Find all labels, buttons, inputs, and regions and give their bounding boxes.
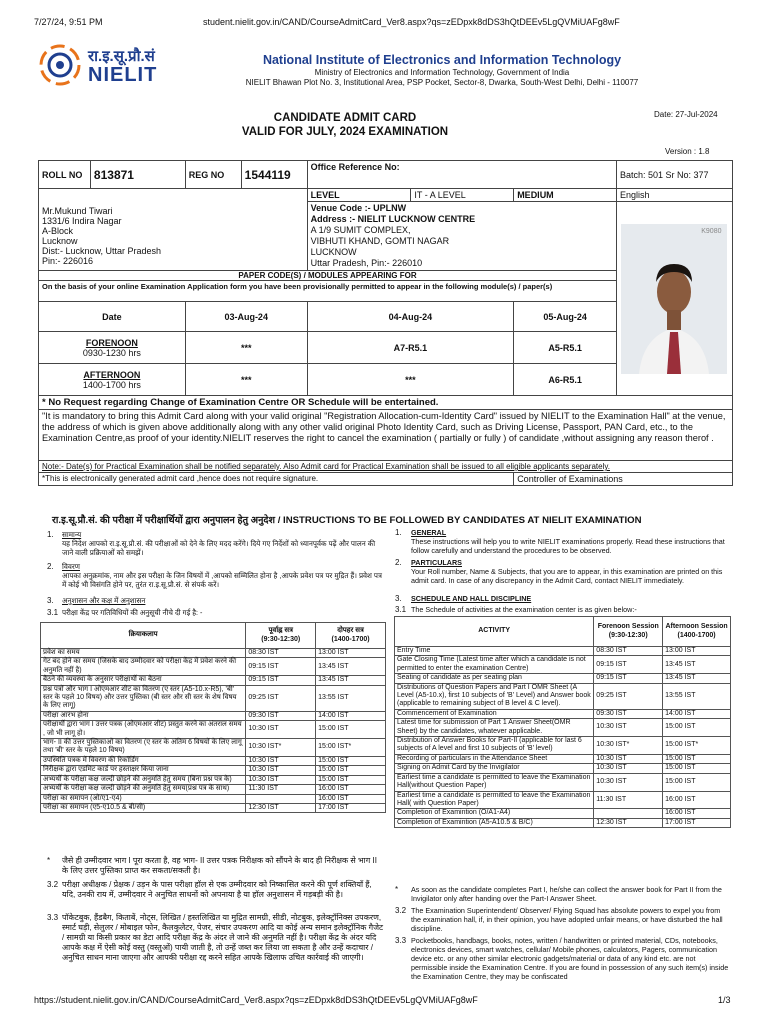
e1-title: GENERAL — [411, 528, 447, 537]
venue-line: VIBHUTI KHAND, GOMTI NAGAR — [310, 236, 450, 246]
hindi-afternoon-cell: 16:00 IST — [316, 785, 386, 794]
hindi-forenoon-cell: 10:30 IST — [246, 766, 316, 775]
afternoon-paper-3: A6-R5.1 — [514, 364, 617, 396]
candidate-address-line: Dist:- Lucknow, Uttar Pradesh — [42, 246, 162, 256]
hindi-activity-cell: निरीक्षक द्वारा एडमिट कार्ड पर हस्ताक्षर किया जाना — [41, 766, 246, 775]
english-afternoon-cell: 15:00 IST — [663, 754, 731, 763]
english-forenoon-cell: 10:30 IST — [594, 773, 663, 791]
english-star: * — [395, 885, 399, 894]
venue-line: LUCKNOW — [310, 247, 357, 257]
hindi-afternoon-cell: 15:00 IST* — [316, 739, 386, 757]
hindi-afternoon-header: दोपहर सत्र (1400-1700) — [316, 623, 386, 649]
office-reference: Office Reference No: — [307, 161, 616, 189]
table-row — [395, 719, 731, 737]
english-afternoon-cell: 15:00 IST — [663, 764, 731, 773]
table-row — [395, 683, 731, 709]
hindi-forenoon-cell: 08:30 IST — [246, 649, 316, 658]
table-row — [395, 809, 731, 818]
hindi-activity-cell: प्रश्न पत्रों और भाग I ओएमआर शीट का वितरण (ए स्तर (A5-10.x-R5), 'बी' स्तर के पहले 10 विषय) और उत्तर पुस्तिका (बी स्तर और सी स्तर के शेष विषय के लिए लागू) — [41, 685, 246, 711]
table-row — [395, 647, 731, 656]
controller-label: Controller of Examinations — [514, 473, 733, 486]
hindi-activity-cell: उपस्थिति पत्रक में विवरण की रिकॉर्डिंग — [41, 756, 246, 765]
h3-num: 3. — [47, 596, 54, 605]
e31-num: 3.1 — [395, 605, 407, 614]
english-afternoon-cell: 16:00 IST — [663, 791, 731, 809]
hindi-activity-cell: परीक्षा का समापन (ए5-ए10.5 & बी/सी) — [41, 803, 246, 812]
english-afternoon-cell: 15:00 IST — [663, 719, 731, 737]
table-row — [395, 737, 731, 755]
english-forenoon-cell: 11:30 IST — [594, 791, 663, 809]
hindi-forenoon-cell: 10:30 IST — [246, 775, 316, 784]
hindi-activity-cell: परीक्षा का समापन (ओ/ए1-ए4) — [41, 794, 246, 803]
h2-section — [62, 562, 382, 589]
e3-title: SCHEDULE AND HALL DISCIPLINE — [411, 594, 532, 603]
english-activity-cell: Distribution of Answer Books for Part-II (applicable for last 6 subjects of A level and first 10 subjects of 'B' level) — [395, 737, 594, 755]
batch-info: Batch: 501 Sr No: 377 — [616, 161, 732, 189]
table-row — [41, 676, 386, 685]
english-afternoon-header: Afternoon Session (1400-1700) — [663, 617, 731, 647]
english-forenoon-cell — [594, 809, 663, 818]
hindi-afternoon-cell: 13:45 IST — [316, 676, 386, 685]
table-row — [395, 791, 731, 809]
english-activity-cell: Entry Time — [395, 647, 594, 656]
instructions-heading: रा.इ.सू.प्रौ.सं. की परीक्षा में परीक्षार्थियों द्वारा अनुपालन हेतु अनुदेश / INSTRUCTIONS TO BE FOLLOWED BY CANDIDATES AT NIELIT EXAMINATION — [52, 515, 642, 526]
logo-nielit-text: NIELIT — [88, 64, 158, 86]
roll-no-value: 813871 — [90, 161, 185, 189]
table-row — [41, 685, 386, 711]
hindi-activity-cell: प्रवेश का समय — [41, 649, 246, 658]
logo-hindi-text: रा.इ.सू.प्रौ.सं — [88, 48, 155, 65]
h33-num: 3.3 — [47, 913, 59, 922]
english-forenoon-cell: 09:15 IST — [594, 656, 663, 674]
hindi-afternoon-cell: 14:00 IST — [316, 711, 386, 720]
print-url-footer: https://student.nielit.gov.in/CAND/CourseAdmitCard_Ver8.aspx?qs=zEDpxk8dDS3hQtDEEv5LgQVMiUAFg8wF — [34, 995, 478, 1005]
forenoon-label: FORENOON — [85, 337, 138, 348]
english-activity-cell: Gate Closing Time (Latest time after which a candidate is not permitted to enter the examination Centre) — [395, 656, 594, 674]
hindi-forenoon-header: पूर्वाह्न सत्र (9:30-12:30) — [246, 623, 316, 649]
english-forenoon-cell: 10:30 IST — [594, 719, 663, 737]
paper-codes-header: PAPER CODE(S) / MODULES APPEARING FOR — [39, 271, 617, 281]
table-row — [41, 711, 386, 720]
candidate-address-line: 1331/6 Indira Nagar — [42, 216, 122, 226]
card-title: CANDIDATE ADMIT CARD — [273, 112, 417, 124]
table-row — [41, 775, 386, 784]
english-afternoon-cell: 17:00 IST — [663, 818, 731, 827]
e2-section — [411, 558, 731, 585]
h1-title: सामान्य — [62, 530, 82, 539]
table-row — [395, 754, 731, 763]
card-version: Version : 1.8 — [665, 147, 710, 156]
hindi-star: * — [47, 856, 51, 865]
print-datetime: 7/27/24, 9:51 PM — [34, 17, 103, 27]
h2-title: विवरण — [62, 562, 80, 571]
english-afternoon-cell: 13:55 IST — [663, 683, 731, 709]
table-row — [41, 739, 386, 757]
table-row — [41, 721, 386, 739]
hindi-afternoon-cell: 13:00 IST — [316, 649, 386, 658]
table-row — [41, 794, 386, 803]
e2-title: PARTICULARS — [411, 558, 462, 567]
table-row — [395, 764, 731, 773]
h31-text: परीक्षा केंद्र पर गतिविधियों की अनुसूची नीचे दी गई है: - — [62, 608, 203, 617]
english-schedule-table — [394, 616, 731, 828]
e2-text: Your Roll number, Name & Subjects, that you are to appear, in this examination are printed on this admit card. In case of any discrepancy in the Admit Card, contact NIELIT immediately. — [411, 567, 723, 585]
hindi-forenoon-cell: 09:15 IST — [246, 676, 316, 685]
card-subtitle: VALID FOR JULY, 2024 EXAMINATION — [241, 126, 449, 138]
e1-section — [411, 528, 731, 555]
ministry-name: Ministry of Electronics and Information Technology, Government of India — [314, 68, 570, 77]
afternoon-label: AFTERNOON — [83, 369, 141, 380]
table-row — [41, 658, 386, 676]
forenoon-paper-2: A7-R5.1 — [307, 332, 514, 364]
afternoon-paper-2: *** — [307, 364, 514, 396]
date-column-header: Date — [39, 302, 186, 332]
org-name: National Institute of Electronics and Information Technology — [262, 53, 622, 67]
hindi-activity-cell: गेट बंद होने का समय (जिसके बाद उम्मीदवार को परीक्षा केंद्र में प्रवेश करने की अनुमति नहीं है) — [41, 658, 246, 676]
medium-label: MEDIUM — [514, 189, 617, 202]
h31-num: 3.1 — [47, 608, 59, 617]
english-afternoon-cell: 13:00 IST — [663, 647, 731, 656]
e1-text: These instructions will help you to write NIELIT examinations properly. Read these instructions that follow carefully and understand the procedures to be observed. — [411, 537, 725, 555]
table-row — [41, 756, 386, 765]
english-activity-cell: Commencement of Examination — [395, 709, 594, 718]
table-row — [395, 773, 731, 791]
reg-no-label: REG NO — [185, 161, 241, 189]
hindi-activity-cell: परीक्षा आरंभ होना — [41, 711, 246, 720]
roll-no-label: ROLL NO — [39, 161, 91, 189]
venue-details — [307, 202, 616, 271]
english-afternoon-cell: 15:00 IST* — [663, 737, 731, 755]
english-activity-cell: Seating of candidate as per seating plan — [395, 674, 594, 683]
candidate-photo — [621, 224, 727, 374]
candidate-address-line: Pin:- 226016 — [42, 256, 94, 266]
print-url: student.nielit.gov.in/CAND/CourseAdmitCard_Ver8.aspx?qs=zEDpxk8dDS3hQtDEEv5LgQVMiUAFg8wF — [203, 17, 620, 27]
english-activity-header: ACTIVITY — [395, 617, 594, 647]
hindi-forenoon-cell: 10:30 IST* — [246, 739, 316, 757]
english-activity-cell: Latest time for submission of Part 1 Answer Sheet(OMR Sheet) by the candidates, whatever applicable. — [395, 719, 594, 737]
forenoon-session — [39, 332, 186, 364]
candidate-address — [39, 189, 308, 271]
hindi-activity-cell: भाग- II की उत्तर पुस्तिकाओं का वितरण (ए स्तर के अंतिम 6 विषयों के लिए लागू तथा 'बी' स्तर के पहले 10 विषय) — [41, 739, 246, 757]
h-star-text: जैसे ही उम्मीदवार भाग I पूरा करता है, वह भाग- II उत्तर पत्रक निरीक्षक को सौंपने के बाद ही निरीक्षक से भाग II के लिए उत्तर पुस्तिका प्राप्त कर सकता/सकती है। — [62, 856, 377, 875]
provisional-note: On the basis of your online Examination Application form you have been provisionally permitted to appear in the following module(s) / paper(s) — [39, 281, 617, 302]
h1-num: 1. — [47, 530, 54, 539]
english-forenoon-cell: 10:30 IST — [594, 764, 663, 773]
org-address: NIELIT Bhawan Plot No. 3, Institutional Area, PSP Pocket, Sector-8, Dwarka, South-West Delhi, Delhi - 110077 — [245, 78, 639, 87]
e31-text: The Schedule of activities at the examination center is as given below:- — [411, 605, 637, 614]
h33-text: पॉकेटबुक, हैंडबैग, किताबें, नोट्स, लिखित / हस्तलिखित या मुद्रित सामग्री, सीडी, नोटबुक, इलेक्ट्रॉनिक्स उपकरण, स्मार्ट घड़ी, सेलुलर / मोबाइल फोन, कैलकुलेटर, पेजर, संचार उपकरण आदि या कोई अन्य समान इलेक्ट्रॉनिक गैजेट / सामग्री या किसी प्रकार का डेटा आदि परीक्षा केंद्र के अंदर ले जाने की अनुमति नहीं है। परीक्षा केंद्र के अंदर यदि आपके कक्ष में ऐसी कोई वस्तु (वस्तुओं) पायी जाती है, तो उन्हें जब्त कर लिया जा सकता है और उन्हें कदाचार / अनुचित साधन माना जाएगा और आपकी परीक्षा रद्द करने सहित आपके खिलाफ उचित कार्रवाई की जाएगी। — [62, 913, 384, 962]
english-forenoon-cell: 09:30 IST — [594, 709, 663, 718]
e-star-text: As soon as the candidate completes Part I, he/she can collect the answer book for Part II from the Invigilator only after handing over the Part-I Answer Sheet. — [411, 885, 722, 903]
hindi-afternoon-cell: 15:00 IST — [316, 721, 386, 739]
hindi-schedule-table — [40, 622, 386, 813]
reg-no-value: 1544119 — [241, 161, 307, 189]
level-value: IT - A LEVEL — [411, 189, 514, 202]
hindi-forenoon-cell: 10:30 IST — [246, 721, 316, 739]
hindi-afternoon-cell: 13:45 IST — [316, 658, 386, 676]
candidate-address-line: A-Block — [42, 226, 74, 236]
electronic-note: *This is electronically generated admit card ,hence does not require signature. — [39, 473, 514, 486]
english-activity-cell: Signing on Admit Card by the Invigilator — [395, 764, 594, 773]
english-forenoon-cell: 10:30 IST — [594, 754, 663, 763]
exam-date-3: 05-Aug-24 — [514, 302, 617, 332]
hindi-forenoon-cell: 09:25 IST — [246, 685, 316, 711]
h32-num: 3.2 — [47, 880, 59, 889]
table-row — [41, 803, 386, 812]
exam-date-2: 04-Aug-24 — [307, 302, 514, 332]
h1-section — [62, 530, 382, 557]
mandatory-note: "It is mandatory to bring this Admit Card along with your valid original "Registration Allocation-cum-Identity Card" issued by NIELIT to the Examination Hall" at the venue, the address of which is given above additionally along with any other valid original Photo Identity Card, such as Driving License, Passport, PAN Card, etc., to the Examination Centre,as proof of your identity.NIELIT reserves the right to cancel the examination ( partially or fully ) of candidate ,without assigning any reason therof . — [39, 410, 733, 461]
candidate-name: Mr.Mukund Tiwari — [42, 206, 113, 216]
e32-num: 3.2 — [395, 906, 407, 915]
medium-value: English — [616, 189, 732, 202]
english-forenoon-cell: 09:15 IST — [594, 674, 663, 683]
forenoon-paper-3: A5-R5.1 — [514, 332, 617, 364]
admit-card-table — [38, 160, 733, 486]
e3-num: 3. — [395, 594, 402, 603]
card-date: Date: 27-Jul-2024 — [654, 110, 718, 119]
hindi-forenoon-cell: 09:15 IST — [246, 658, 316, 676]
hindi-activity-cell: अभ्यर्थी के परीक्षा कक्ष जल्दी छोड़ने की अनुमति हेतु समय(प्रश्न पत्र के साथ) — [41, 785, 246, 794]
h2-text: आपका अनुक्रमांक, नाम और इस परीक्षा के जिन विषयों में ,आपको सम्मिलित होना है ,आपके प्रवेश पत्र पर मुद्रित हैं। प्रवेश पत्र में कोई भी विसंगति होने पर, तुरंत रा.इ.सू.प्रौ.सं. से संपर्क करें। — [62, 571, 382, 589]
e33-num: 3.3 — [395, 936, 407, 945]
hindi-forenoon-cell: 09:30 IST — [246, 711, 316, 720]
hindi-afternoon-cell: 13:55 IST — [316, 685, 386, 711]
hindi-activity-cell: परीक्षार्थी द्वारा भाग I उत्तर पत्रक (ओएमआर शीट) प्रस्तुत करने का अंतराल समय , जो भी लागू हो। — [41, 721, 246, 739]
e33-text: Pocketbooks, handbags, books, notes, written / handwritten or printed material, CDs, notebooks, electronics devices, smart watches, cellular/ Mobile phones, calculators, Pagers, communication device etc. or any other similar electronic gadgets/material or data of any kind etc. are not permissible inside the Examination Centre. If you are found in possession of any such item(s) inside the Examination Centre, they may be confiscated — [411, 936, 729, 981]
e32-text: The Examination Superintendent/ Observer/ Flying Squad has absolute powers to expel you from the examination hall, if, in their opinion, you have adopted unfair means, or have disturbed the hall discipline. — [411, 906, 723, 933]
afternoon-time: 1400-1700 hrs — [82, 379, 141, 390]
hindi-afternoon-cell: 17:00 IST — [316, 803, 386, 812]
hindi-forenoon-cell: 10:30 IST — [246, 756, 316, 765]
h3-title: अनुशासन और कक्ष में अनुशासन — [62, 596, 146, 605]
english-afternoon-cell: 13:45 IST — [663, 674, 731, 683]
table-row — [395, 709, 731, 718]
english-forenoon-cell: 10:30 IST* — [594, 737, 663, 755]
h2-num: 2. — [47, 562, 54, 571]
afternoon-session — [39, 364, 186, 396]
english-activity-cell: Recording of particulars in the Attendance Sheet — [395, 754, 594, 763]
table-row — [395, 818, 731, 827]
no-request-note: * No Request regarding Change of Examination Centre OR Schedule will be entertained. — [39, 396, 733, 410]
english-activity-cell: Completion of Examintion (A5-A10.5 & B/C) — [395, 818, 594, 827]
hindi-forenoon-cell — [246, 794, 316, 803]
table-row — [41, 649, 386, 658]
venue-address: Address :- NIELIT LUCKNOW CENTRE — [310, 214, 476, 224]
english-afternoon-cell: 15:00 IST — [663, 773, 731, 791]
table-row — [41, 766, 386, 775]
e1-num: 1. — [395, 528, 402, 537]
venue-code: Venue Code :- UPLNW — [310, 203, 407, 213]
english-afternoon-cell: 14:00 IST — [663, 709, 731, 718]
forenoon-time: 0930-1230 hrs — [82, 347, 141, 358]
table-row — [395, 674, 731, 683]
print-page-number: 1/3 — [718, 995, 731, 1005]
english-activity-cell: Distributions of Question Papers and Part I OMR Sheet (A Level (A5-10.x), first 10 subjects of 'B' Level) and Answer book (applicable to remaining subject of B level & C level). — [395, 683, 594, 709]
hindi-activity-header: क्रियाकलाप — [41, 623, 246, 649]
hindi-activity-cell: अभ्यर्थी के परीक्षा कक्ष जल्दी छोड़ने की अनुमति हेतु समय (बिना प्रश्न पत्र के) — [41, 775, 246, 784]
table-row — [395, 656, 731, 674]
photo-cell — [616, 202, 732, 396]
hindi-activity-cell: बैठने की व्यवस्था के अनुसार परीक्षार्थी का बैठना — [41, 676, 246, 685]
hindi-forenoon-cell: 11:30 IST — [246, 785, 316, 794]
practical-note: Note:- Date(s) for Practical Examination shall be notified separately. Also Admit card for Practical Examination shall be issued to all eligible applicants separately. — [39, 461, 733, 473]
forenoon-paper-1: *** — [185, 332, 307, 364]
h32-text: परीक्षा अधीक्षक / प्रेक्षक / उड़न के पास परीक्षा हॉल से एक उम्मीदवार को निष्कासित करने की पूर्ण शक्तियाँ हैं, यदि, उनकी राय में, उम्मीदवार ने अनुचित साधनों को अपनाया है या हॉल अनुशासन में गड़बड़ी की है। — [62, 880, 372, 899]
english-activity-cell: Earliest time a candidate is permitted to leave the Examination Hall(without Question Paper) — [395, 773, 594, 791]
hindi-afternoon-cell: 16:00 IST — [316, 794, 386, 803]
english-activity-cell: Earliest time a candidate is permitted to leave the Examination Hall( with Question Paper) — [395, 791, 594, 809]
hindi-afternoon-cell: 15:00 IST — [316, 756, 386, 765]
exam-date-1: 03-Aug-24 — [185, 302, 307, 332]
h1-text: यह निदेश आपको रा.इ.सू.प्रौ.सं. की परीक्षाओं को देने के लिए मदद करेंगे। दिये गए निर्देशों को ध्यानपूर्वक पढ़ें और पालन की जाने वाली प्रक्रियाओं को समझें। — [62, 539, 376, 557]
venue-line: A 1/9 SUMIT COMPLEX, — [310, 225, 411, 235]
hindi-afternoon-cell: 15:00 IST — [316, 766, 386, 775]
level-label: LEVEL — [307, 189, 411, 202]
candidate-address-line: Lucknow — [42, 236, 78, 246]
table-row — [41, 785, 386, 794]
english-forenoon-cell: 12:30 IST — [594, 818, 663, 827]
hindi-forenoon-cell: 12:30 IST — [246, 803, 316, 812]
english-afternoon-cell: 13:45 IST — [663, 656, 731, 674]
english-forenoon-cell: 08:30 IST — [594, 647, 663, 656]
venue-line: Uttar Pradesh, Pin:- 226010 — [310, 258, 423, 268]
hindi-afternoon-cell: 15:00 IST — [316, 775, 386, 784]
e2-num: 2. — [395, 558, 402, 567]
nielit-logo-icon — [38, 43, 82, 87]
afternoon-paper-1: *** — [185, 364, 307, 396]
english-activity-cell: Completion of Examintion (O/A1-A4) — [395, 809, 594, 818]
photo-tag: K9080 — [701, 227, 722, 235]
english-forenoon-cell: 09:25 IST — [594, 683, 663, 709]
english-afternoon-cell: 16:00 IST — [663, 809, 731, 818]
english-forenoon-header: Forenoon Session (9:30-12:30) — [594, 617, 663, 647]
